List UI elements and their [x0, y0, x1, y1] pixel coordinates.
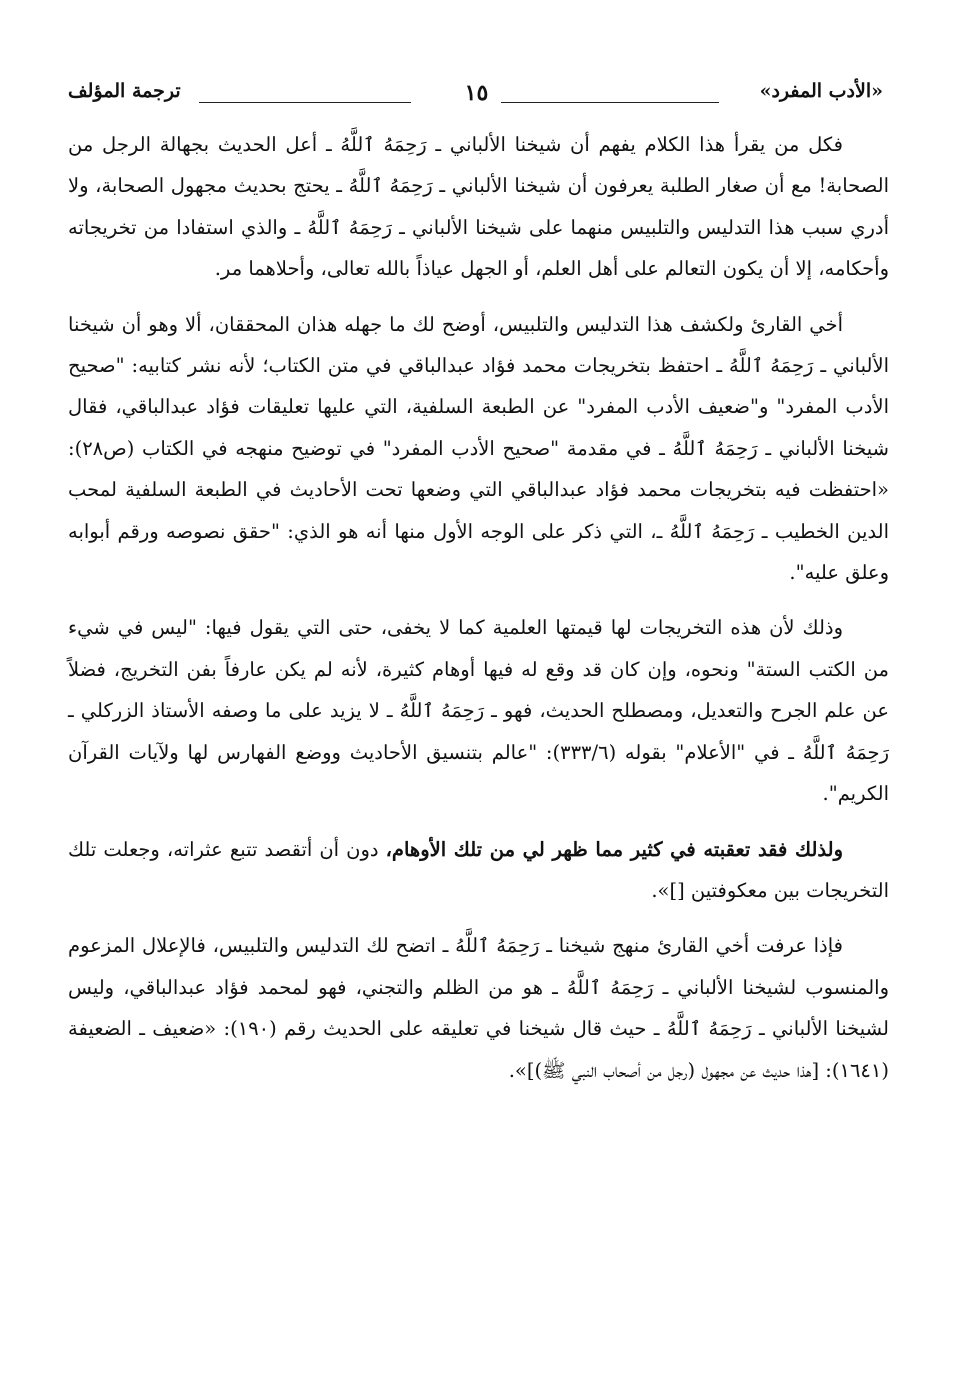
- bold-sentence: ولذلك فقد تعقبته في كثير مما ظهر لي من تلك الأوهام،: [385, 837, 843, 861]
- paragraph: وذلك لأن هذه التخريجات لها قيمتها العلمية كما لا يخفى، حتى التي يقول فيها: "ليس في شيء من الكتب الستة" ونحوه، وإن كان قد وقع له فيها أوهام كثيرة، لأنه لم يكن عارفاً بفن التخريج، فضلاً عن علم الجرح والتعديل، ومصطلح الحديث، فهو ـ رَحِمَهُ ٱللَّهُ ـ لا يزيد على ما وصفه الأستاذ الزركلي ـ رَحِمَهُ ٱللَّهُ ـ في "الأعلام" بقوله (٣٣٣/٦): "عالم بتنسيق الأحاديث ووضع الفهارس لها ولآيات القرآن الكريم".: [68, 616, 889, 806]
- book-title: «الأدب المفرد»: [759, 80, 883, 102]
- header-rule-right: [501, 102, 719, 103]
- header-rule-left: [199, 102, 411, 103]
- paragraph: أخي القارئ ولكشف هذا التدليس والتلبيس، أوضح لك ما جهله هذان المحققان، ألا وهو أن شيخنا الألباني ـ رَحِمَهُ ٱللَّهُ ـ احتفظ بتخريجات محمد فؤاد عبدالباقي في متن الكتاب؛ لأنه نشر كتابيه: "صحيح الأدب المفرد" و"ضعيف الأدب المفرد" عن الطبعة السلفية، التي عليها تعليقات فؤاد عبدالباقي، فقال شيخنا الألباني ـ رَحِمَهُ ٱللَّهُ ـ في مقدمة "صحيح الأدب المفرد" في توضيح منهجه في الكتاب (ص٢٨): «احتفظت فيه بتخريجات محمد فؤاد عبدالباقي التي وضعها تحت الأحاديث في الطبعة السلفية لمحب الدين الخطيب ـ رَحِمَهُ ٱللَّهُ ـ، التي ذكر على الوجه الأول منها أنه هو الذي: "حقق نصوصه ورقم أبوابه وعلق عليه".: [68, 312, 889, 585]
- section-title: ترجمة المؤلف: [68, 80, 181, 102]
- paragraph: فإذا عرفت أخي القارئ منهج شيخنا ـ رَحِمَهُ ٱللَّهُ ـ اتضح لك التدليس والتلبيس، فالإعلال المزعوم والمنسوب لشيخنا الألباني ـ رَحِمَهُ ٱللَّهُ ـ هو من الظلم والتجني، فهو لمحمد فؤاد عبدالباقي، وليس لشيخنا الألباني ـ رَحِمَهُ ٱللَّهُ ـ حيث قال شيخنا في تعليقه على الحديث رقم (١٩٠): «ضعيف ـ الضعيفة (١٦٤١): [هذا حديث عن مجهول (رجل من أصحاب النبي ﷺ)]».: [68, 934, 889, 1082]
- page-number: ١٥: [464, 80, 489, 106]
- paragraph: ولذلك فقد تعقبته في كثير مما ظهر لي من تلك الأوهام، دون أن أتقصد تتبع عثراته، وجعلت تلك التخريجات بين معكوفتين []».: [68, 837, 889, 902]
- running-header: [64, 78, 889, 114]
- page-body: [68, 124, 889, 1336]
- paragraph: فكل من يقرأ هذا الكلام يفهم أن شيخنا الألباني ـ رَحِمَهُ ٱللَّهُ ـ أعل الحديث بجهالة الرجل من الصحابة! مع أن صغار الطلبة يعرفون أن شيخنا الألباني ـ رَحِمَهُ ٱللَّهُ ـ يحتج بحديث مجهول الصحابة، ولا أدري سبب هذا التدليس والتلبيس منهما على شيخنا الألباني ـ رَحِمَهُ ٱللَّهُ ـ والذي استفادا من تخريجاته وأحكامه، إلا أن يكون التعالم على أهل العلم، أو الجهل عياذاً بالله تعالى، وأحلاهما مر.: [68, 133, 889, 281]
